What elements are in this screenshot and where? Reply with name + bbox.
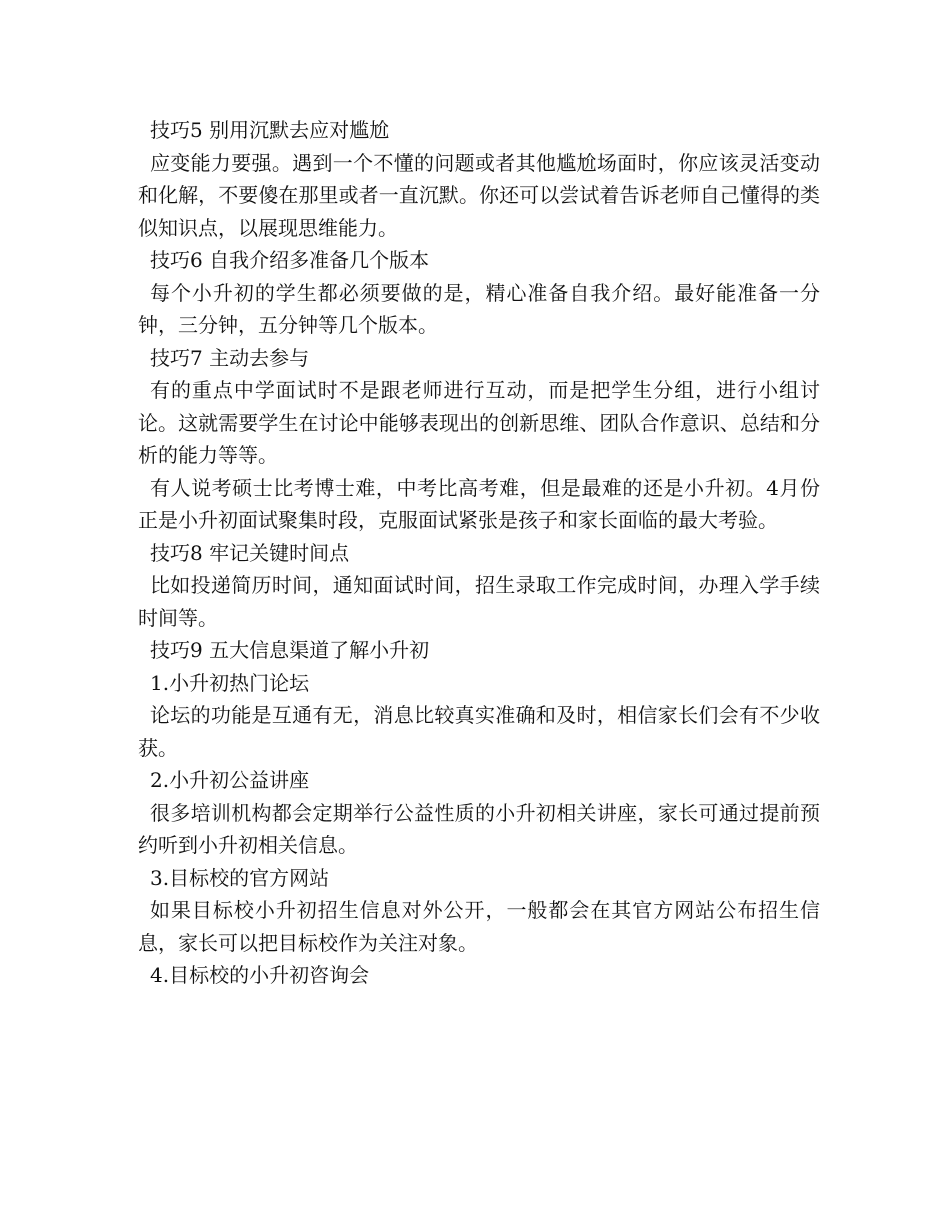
document-page [138,114,820,992]
heading-tip-7: 技巧7 主动去参与 [150,345,310,370]
heading-tip-5: 技巧5 别用沉默去应对尴尬 [150,118,390,142]
heading-tip-6: 技巧6 自我介绍多准备几个版本 [150,248,430,272]
paragraph-self-introduction: 每个小升初的学生都必须要做的是，精心准备自我介绍。最好能准备一分钟，三分钟，五分钟等几个版本。 [138,280,820,337]
list-item-consultation: 4.目标校的小升初咨询会 [150,963,370,987]
paragraph-adaptability: 应变能力要强。遇到一个不懂的问题或者其他尴尬场面时，你应该灵活变动和化解，不要傻在那里或者一直沉默。你还可以尝试着告诉老师自己懂得的类似知识点，以展现思维能力。 [138,150,820,240]
paragraph-lectures: 很多培训机构都会定期举行公益性质的小升初相关讲座，家长可通过提前预约听到小升初相关信息。 [138,800,820,857]
list-item-official-website: 3.目标校的官方网站 [150,865,330,890]
list-item-forums: 1.小升初热门论坛 [150,670,310,695]
list-item-lectures: 2.小升初公益讲座 [150,768,310,792]
heading-tip-9: 技巧9 五大信息渠道了解小升初 [150,638,430,662]
heading-tip-8: 技巧8 牢记关键时间点 [150,540,350,565]
paragraph-key-dates: 比如投递简历时间，通知面试时间，招生录取工作完成时间，办理入学手续时间等。 [138,573,820,630]
paragraph-forums: 论坛的功能是互通有无，消息比较真实准确和及时，相信家长们会有不少收获。 [138,703,820,760]
paragraph-group-discussion: 有的重点中学面试时不是跟老师进行互动，而是把学生分组，进行小组讨论。这就需要学生在讨论中能够表现出的创新思维、团队合作意识、总结和分析的能力等等。 [138,378,820,467]
paragraph-interview-stress: 有人说考硕士比考博士难，中考比高考难，但是最难的还是小升初。4月份正是小升初面试聚集时段，克服面试紧张是孩子和家长面临的最大考验。 [138,475,820,532]
paragraph-official-website: 如果目标校小升初招生信息对外公开，一般都会在其官方网站公布招生信息，家长可以把目标校作为关注对象。 [138,898,820,955]
